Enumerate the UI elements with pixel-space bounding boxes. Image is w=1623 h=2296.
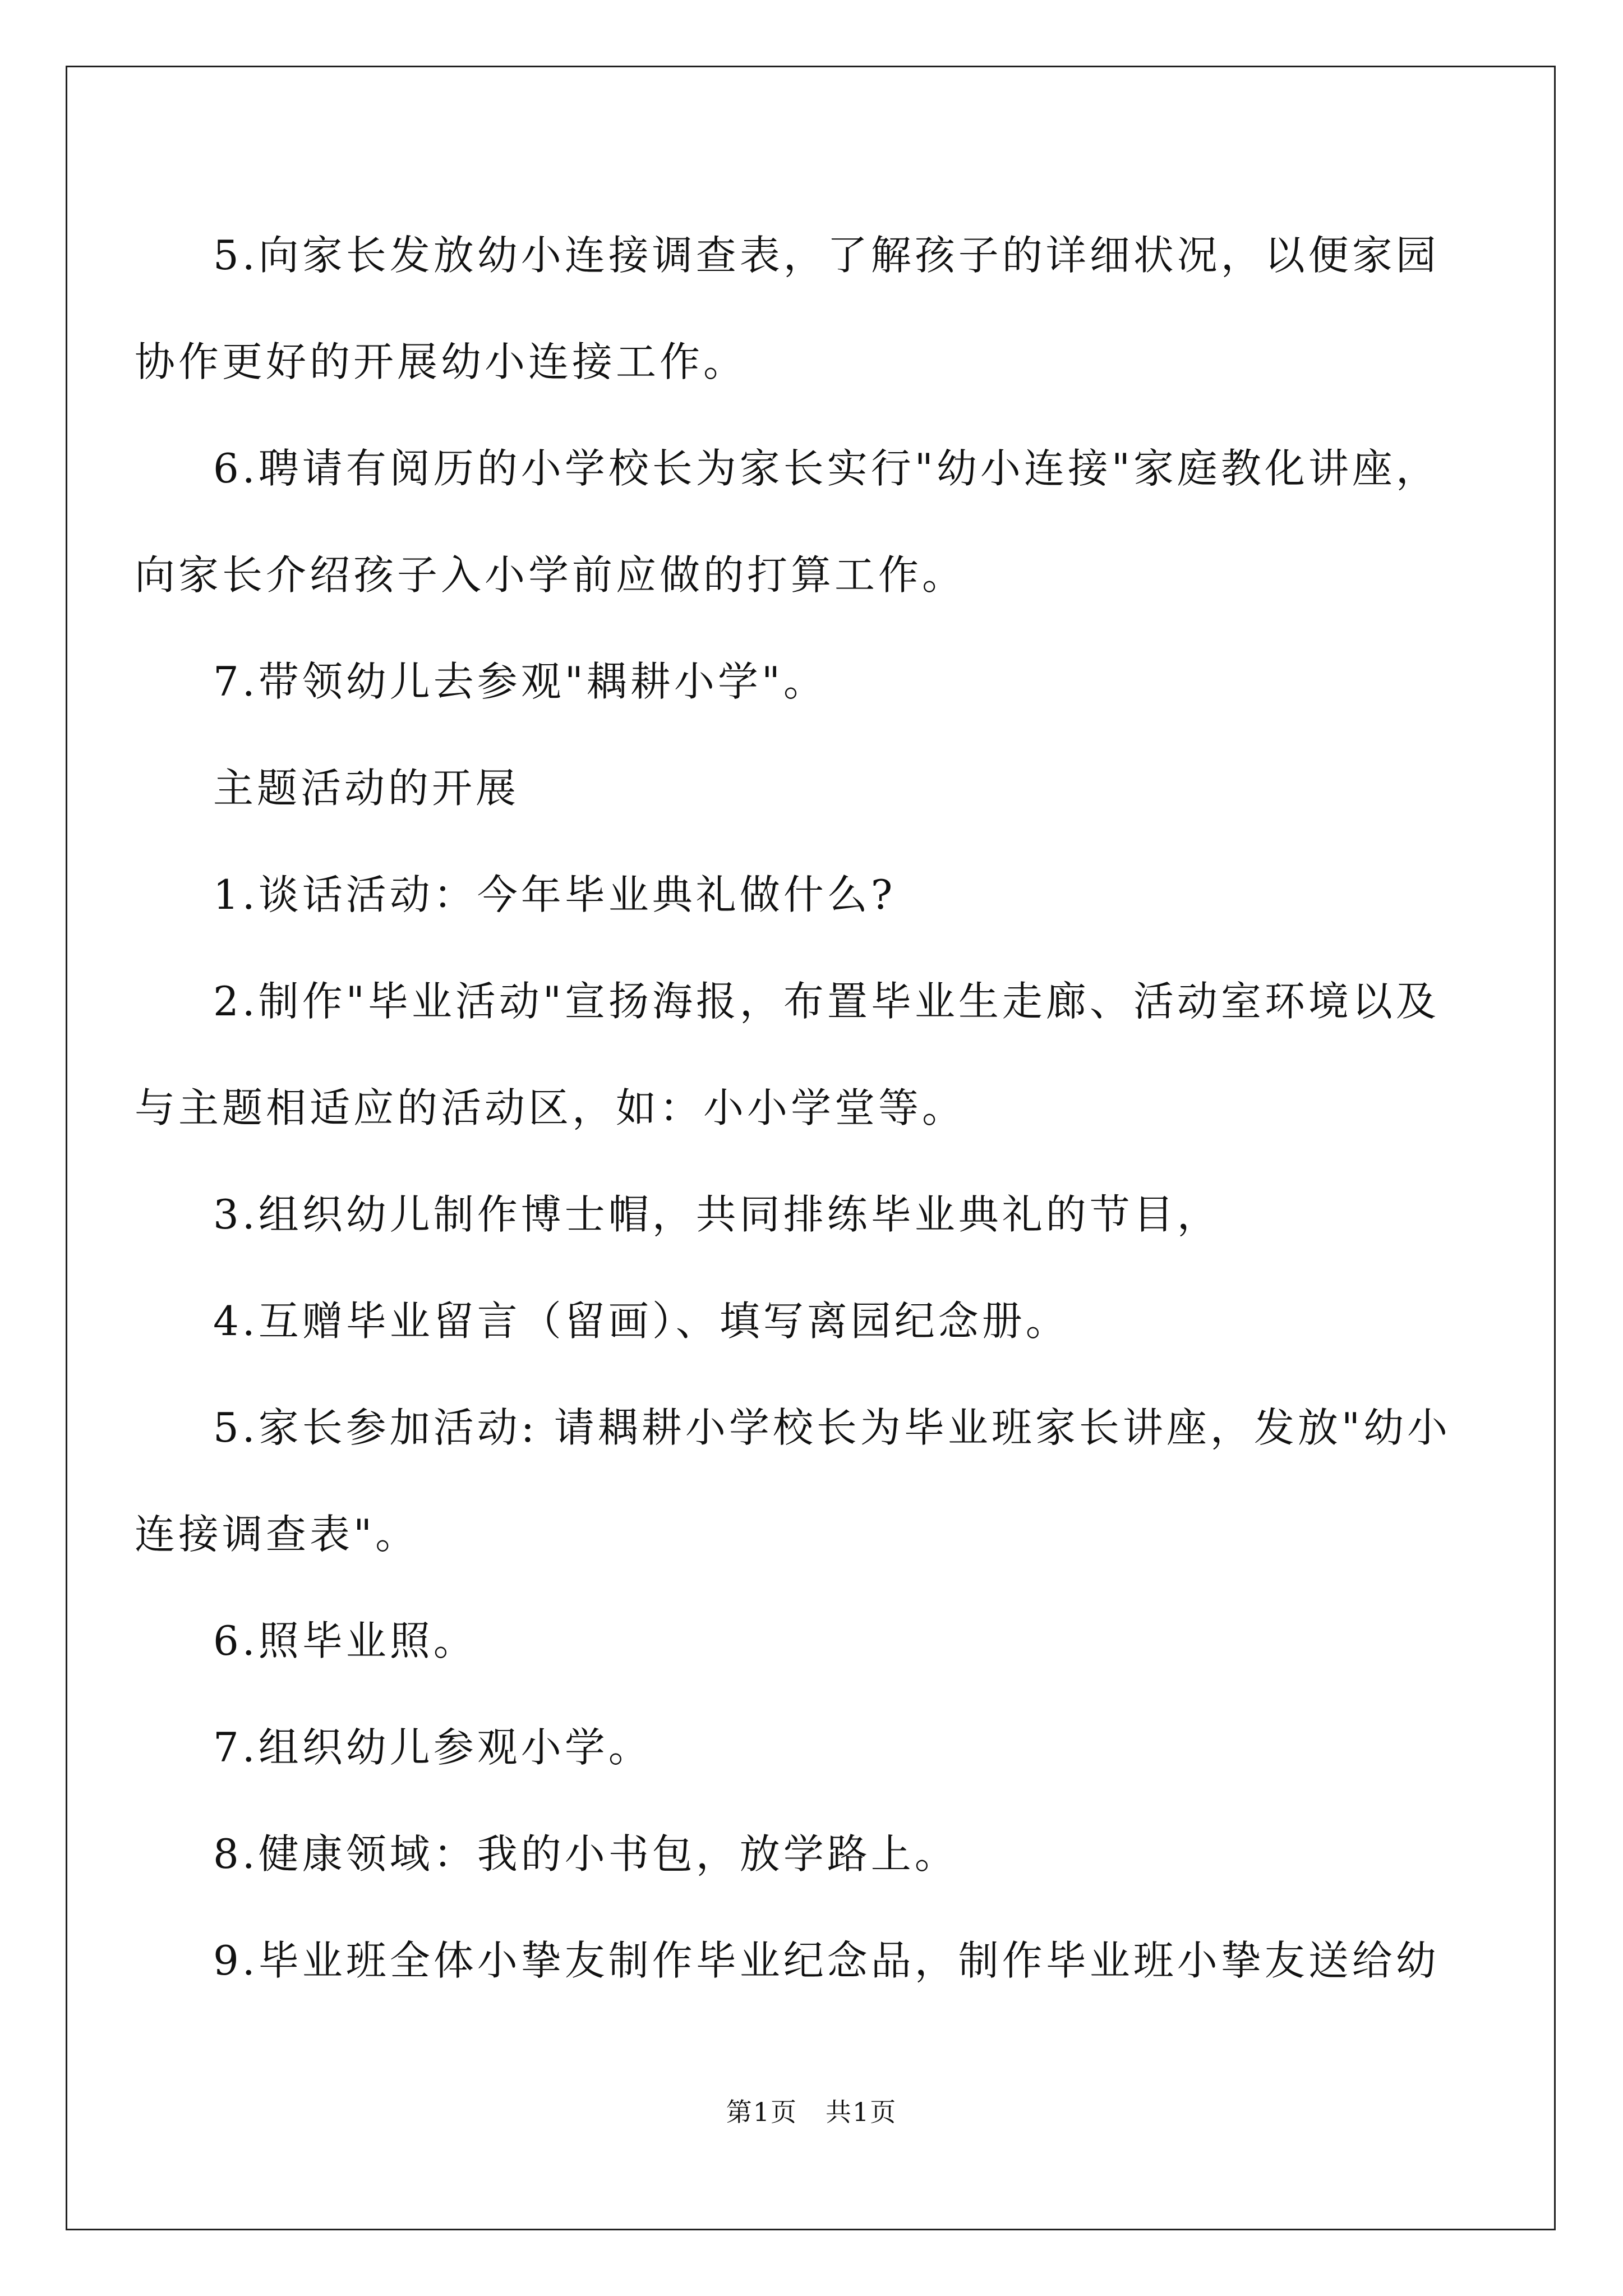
line-14: 6.照毕业照。 <box>213 1617 477 1664</box>
line-11: 4.互赠毕业留言（留画）、填写离园纪念册。 <box>213 1297 1069 1345</box>
line-3: 6.聘请有阅历的小学校长为家长实行"幼小连接"家庭教化讲座， <box>213 445 1440 492</box>
line-16: 8.健康领域：我的小书包，放学路上。 <box>213 1830 958 1878</box>
line-1: 5.向家长发放幼小连接调查表，了解孩子的详细状况，以便家园 <box>213 232 1440 279</box>
line-13: 连接调查表"。 <box>135 1511 419 1558</box>
line-4: 向家长介绍孩子入小学前应做的打算工作。 <box>135 551 966 599</box>
section-heading: 主题活动的开展 <box>213 765 520 812</box>
page-number: 第1页 <box>726 2097 797 2127</box>
line-5: 7.带领幼儿去参观"耦耕小学"。 <box>213 658 827 705</box>
line-7: 1.谈话活动：今年毕业典礼做什么? <box>213 871 896 918</box>
line-15: 7.组织幼儿参观小学。 <box>213 1724 652 1771</box>
line-8: 2.制作"毕业活动"宣扬海报，布置毕业生走廊、活动室环境以及 <box>213 978 1440 1025</box>
line-12: 5.家长参加活动: 请耦耕小学校长为毕业班家长讲座，发放"幼小 <box>213 1404 1451 1451</box>
page-footer <box>0 2095 1623 2129</box>
document-body <box>135 202 1451 2014</box>
line-17: 9.毕业班全体小挚友制作毕业纪念品，制作毕业班小挚友送给幼 <box>213 1937 1440 1984</box>
line-2: 协作更好的开展幼小连接工作。 <box>135 338 748 385</box>
page-total: 共1页 <box>826 2097 897 2127</box>
line-10: 3.组织幼儿制作博士帽，共同排练毕业典礼的节目， <box>213 1191 1221 1238</box>
line-9: 与主题相适应的活动区，如：小小学堂等。 <box>135 1084 966 1131</box>
